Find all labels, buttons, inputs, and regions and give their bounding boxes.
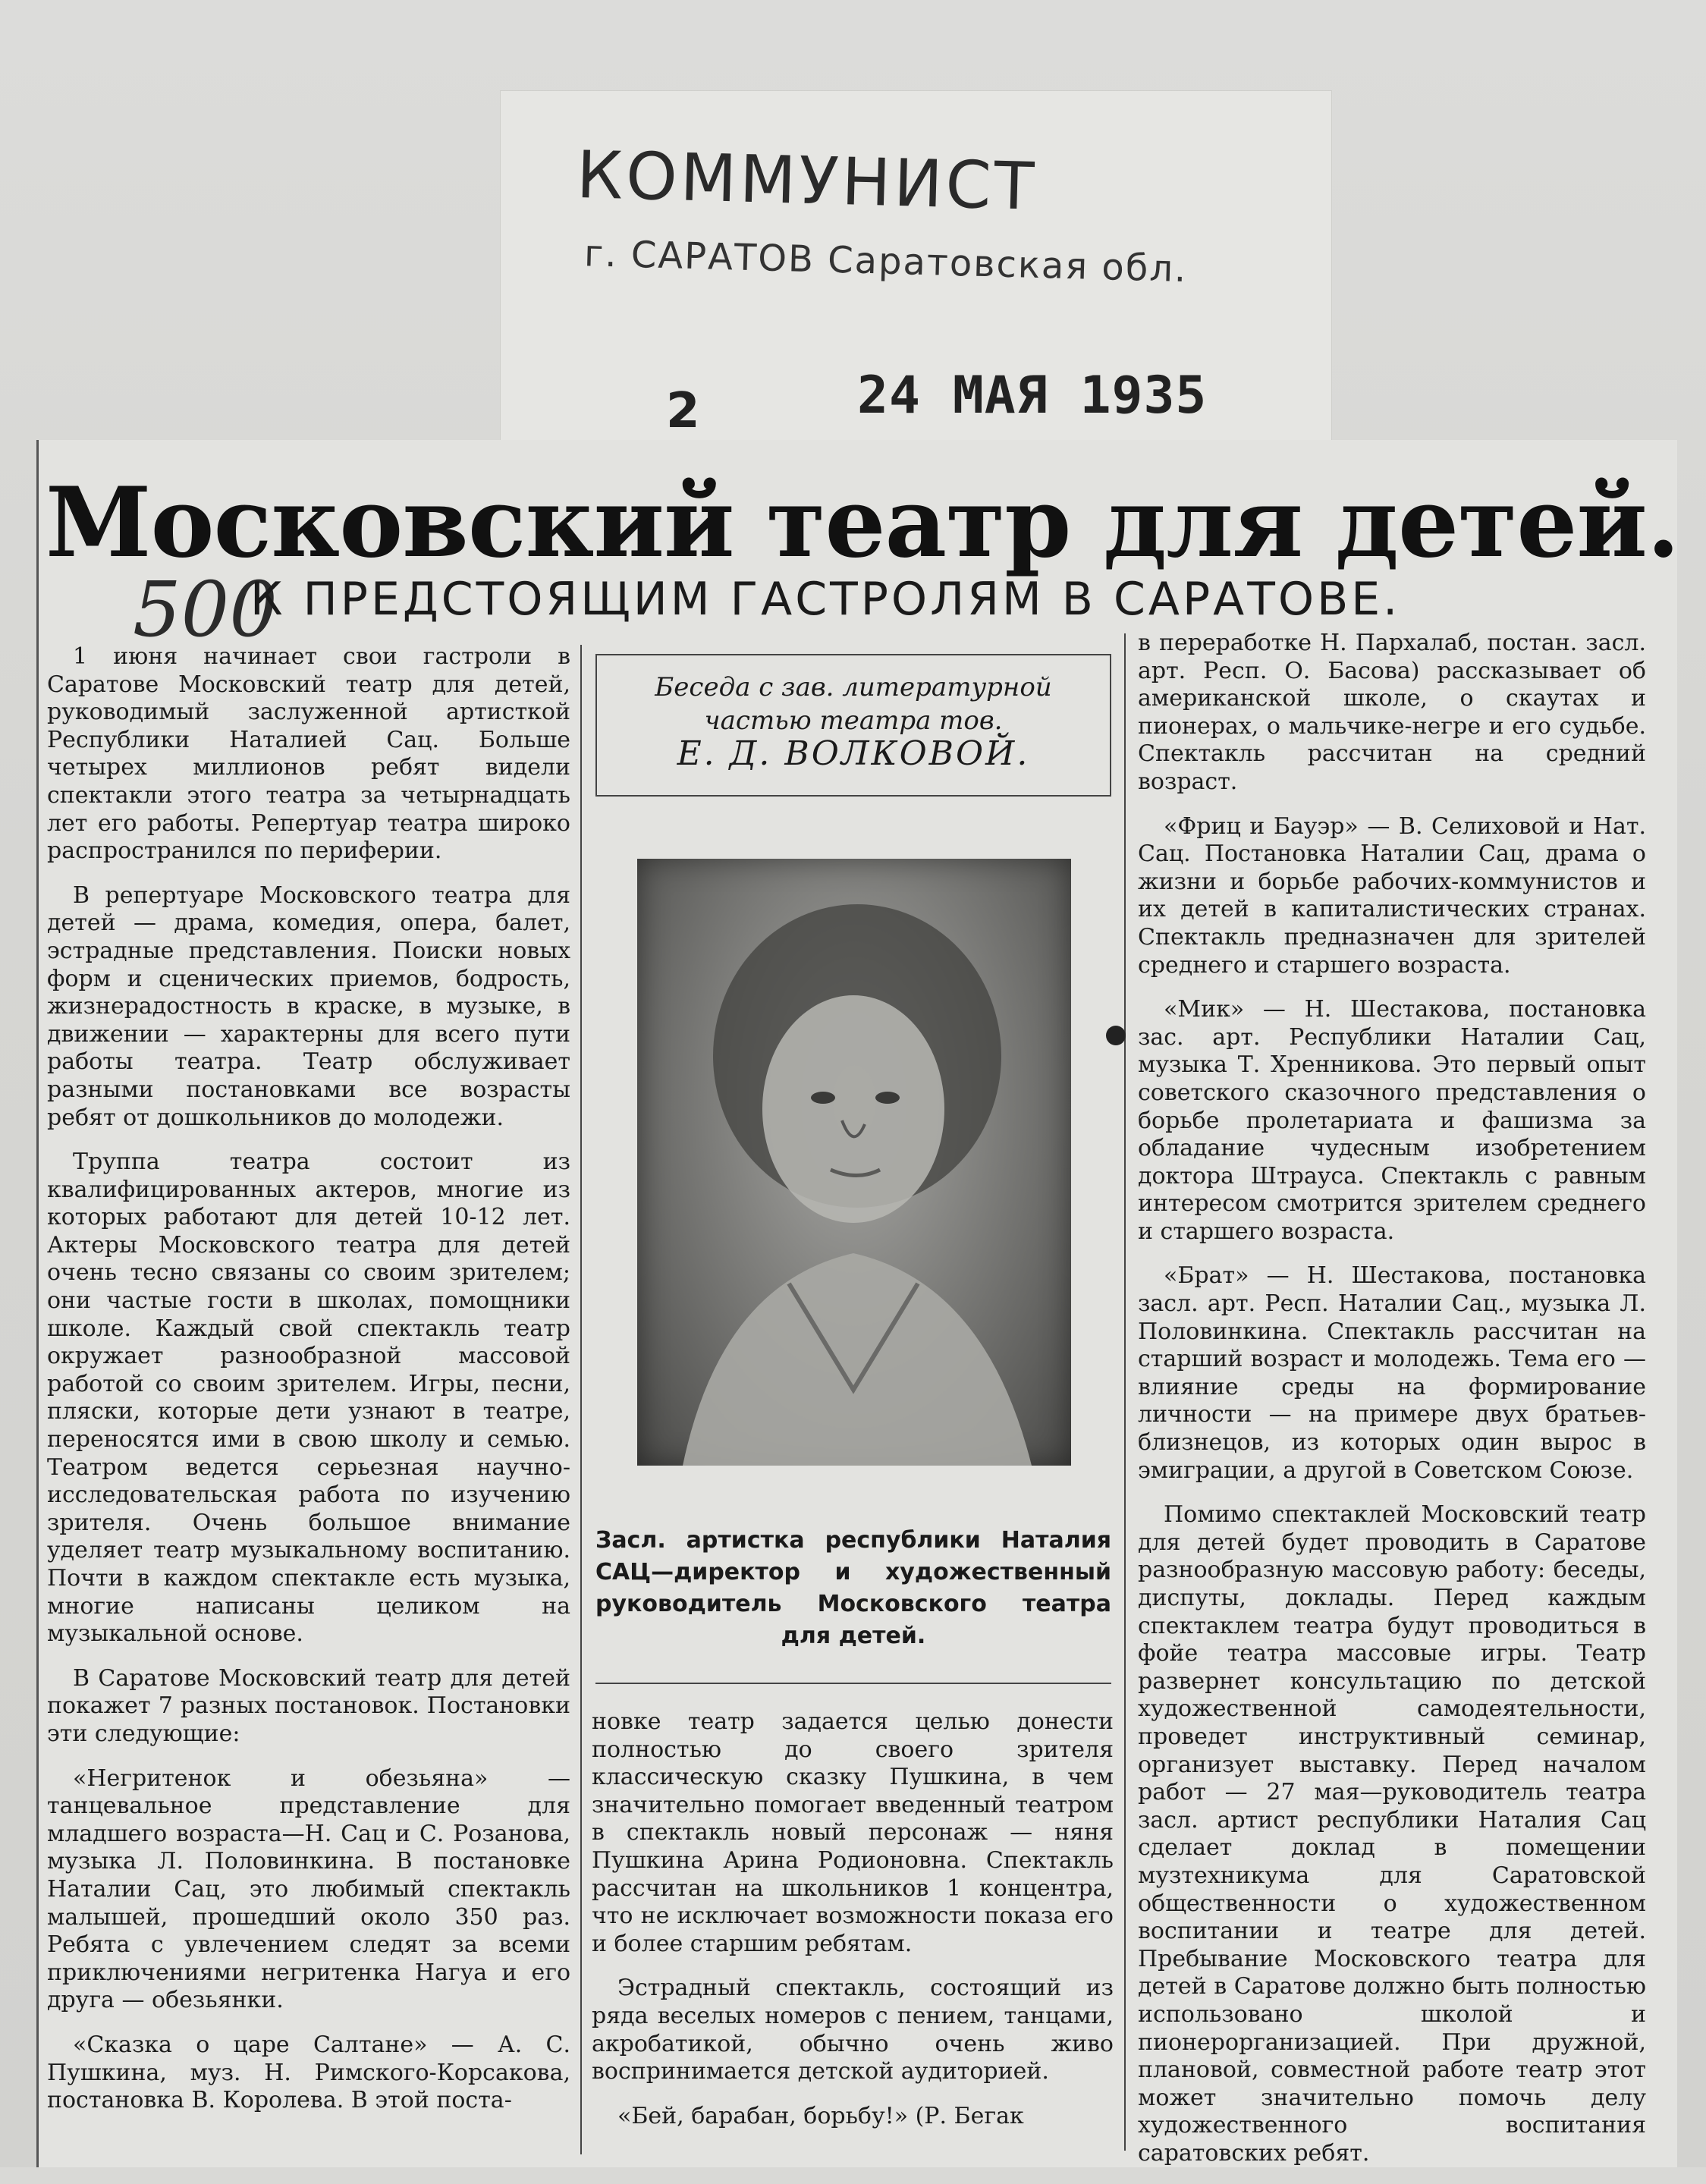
interview-box: [595, 654, 1111, 797]
article-subheadline: К ПРЕДСТОЯЩИМ ГАСТРОЛЯМ В САРАТОВЕ.: [250, 573, 1401, 626]
interview-line: Беседа с зав. литературной: [655, 672, 1052, 702]
column-divider-right: [1124, 633, 1126, 2151]
paragraph: «Фриц и Бауэр» — В. Селиховой и Нат. Сац. Постановка Наталии Сац, драма о жизни и борьбе рабочих-коммунистов и их детей в капиталистических странах. Спектакль предназначен для зрителей среднего и старшего возраста.: [1138, 812, 1646, 979]
interview-line: частью театра тов.: [704, 705, 1003, 736]
paragraph: Помимо спектаклей Московский театр для детей будет проводить в Саратове разнообразную массовую работу: беседы, диспуты, доклады. Перед каждым спектаклем театра будут проводиться в фойе театра массовые игры. Театр развернет консультацию по детской художественной самодеятельности, проведет инструктивный семинар, организует выставку. Перед началом работ — 27 мая—руководитель театра засл. артист республики Наталия Сац сделает доклад в помещении музтехникума для Саратовской общественности о художественном воспитании и театре для детей. Пребывание Московского театра для детей в Саратове должно быть полностью использовано школой и пионерорганизацией. При дружной, плановой, совместной работе театр этот может значительно помочь делу художественного воспитания саратовских ребят.: [1138, 1501, 1646, 2167]
newspaper-stamp: КОММУНИСТ: [575, 137, 1038, 225]
photo-caption: Засл. артистка республики Наталия САЦ—директор и художественный руководитель Московского театра для детей.: [595, 1527, 1111, 1649]
paragraph: «Сказка о царе Салтане» — А. С. Пушкина, муз. Н. Римского-Корсакова, постановка В. Королева. В этой поста-: [47, 2031, 570, 2114]
caption-divider: [595, 1683, 1111, 1684]
paragraph: новке театр задается целью донести полностью до своего зрителя классическую сказку Пушкина, в чем значительно помогает введенный театром в спектакль новый персонаж — няня Пушкина Арина Родионовна. Спектакль рассчитан на школьников 1 концентра, что не исключает возможности показа его и более старшим ребятам.: [592, 1708, 1114, 1957]
paragraph: 1 июня начинает свои гастроли в Саратове Московский театр для детей, руководимый заслуженной артисткой Республики Наталией Сац. Больше четырех миллионов ребят видели спектакли этого театра за четырнадцать лет его работы. Репертуар театра широко распространился по периферии.: [47, 643, 570, 865]
city-stamp: г. САРАТОВ Саратовская обл.: [583, 232, 1189, 291]
paragraph: в переработке Н. Пархалаб, постан. засл. арт. Респ. О. Басова) рассказывает об американской школе, о скаутах и пионерах, о мальчике-негре и его судьбе. Спектакль рассчитан на средний возраст.: [1138, 630, 1646, 795]
paragraph: «Брат» — Н. Шестакова, постановка засл. арт. Респ. Наталии Сац., музыка Л. Половинкина. Спектакль рассчитан на старший возраст и молодежь. Тема его — влияние среды на формирование личности — на примере двух братьев-близнецов, из которых один вырос в эмиграции, а другой в Советском Союзе.: [1138, 1262, 1646, 1484]
paragraph: Эстрадный спектакль, состоящий из ряда веселых номеров с пением, танцами, акробатикой, обычно очень живо воспринимается детской аудиторией.: [592, 1975, 1114, 2085]
column-divider-left: [580, 645, 582, 2154]
date-stamp: 24 МАЯ 1935: [857, 366, 1208, 426]
paragraph: «Негритенок и обезьяна» — танцевальное представление для младшего возраста—Н. Сац и С. Розанова, музыка Л. Половинкина. В постановке Наталии Сац, это любимый спектакль малышей, прошедший около 350 раз. Ребята с увлечением следят за всеми приключениями негритенка Нагуа и его друга — обезьянки.: [47, 1764, 570, 2014]
paragraph: «Бей, барабан, борьбу!» (Р. Бегак: [617, 2102, 1024, 2129]
portrait-photo: [637, 859, 1071, 1466]
middle-column: [592, 1708, 1114, 2147]
handwritten-note: 500: [133, 565, 278, 654]
paragraph: В Саратове Московский театр для детей покажет 7 разных постановок. Постановки эти следующие:: [47, 1664, 570, 1747]
right-column: [1138, 630, 1646, 2184]
portrait-silhouette: [637, 859, 1071, 1466]
paragraph: Труппа театра состоит из квалифицированных актеров, многие из которых работают для детей 10-12 лет. Актеры Московского театра для детей очень тесно связаны со своим зрителем; они частые гости в школах, помощники школе. Каждый свой спектакль театр окружает разнообразной массовой работой со своим зрителем. Игры, песни, пляски, которые дети узнают в театре, переносятся ими в свою школу и семью. Театром ведется серьезная научно-исследовательская работа по изучению зрителя. Очень большое внимание уделяет театр музыкальному воспитанию. Почти в каждом спектакле есть музыка, многие написаны целиком на музыкальной основе.: [47, 1149, 570, 1648]
left-column: [47, 643, 570, 2132]
page-number: 2: [666, 383, 700, 439]
paragraph: В репертуаре Московского театра для детей — драма, комедия, опера, балет, эстрадные представления. Поиски новых форм и сценических приемов, бодрость, жизнерадостность в краске, в музыке, в движении — характерны для всего пути работы театра. Театр обслуживает разными постановками все возрасты ребят от дошкольников до молодежи.: [47, 881, 570, 1131]
article-headline: Московский театр для детей.: [46, 467, 1679, 579]
paragraph: «Мик» — Н. Шестакова, постановка зас. арт. Республики Наталии Сац, музыка Т. Хренникова. Это первый опыт советского сказочного представления о борьбе пролетариата и фашизма за обладание чудесным изобретением доктора Штрауса. Спектакль с равным интересом смотрится зрителем среднего и старшего возраста.: [1138, 996, 1646, 1245]
punch-hole: [1106, 1026, 1126, 1045]
interviewee-name: Е. Д. ВОЛКОВОЙ.: [677, 734, 1030, 773]
